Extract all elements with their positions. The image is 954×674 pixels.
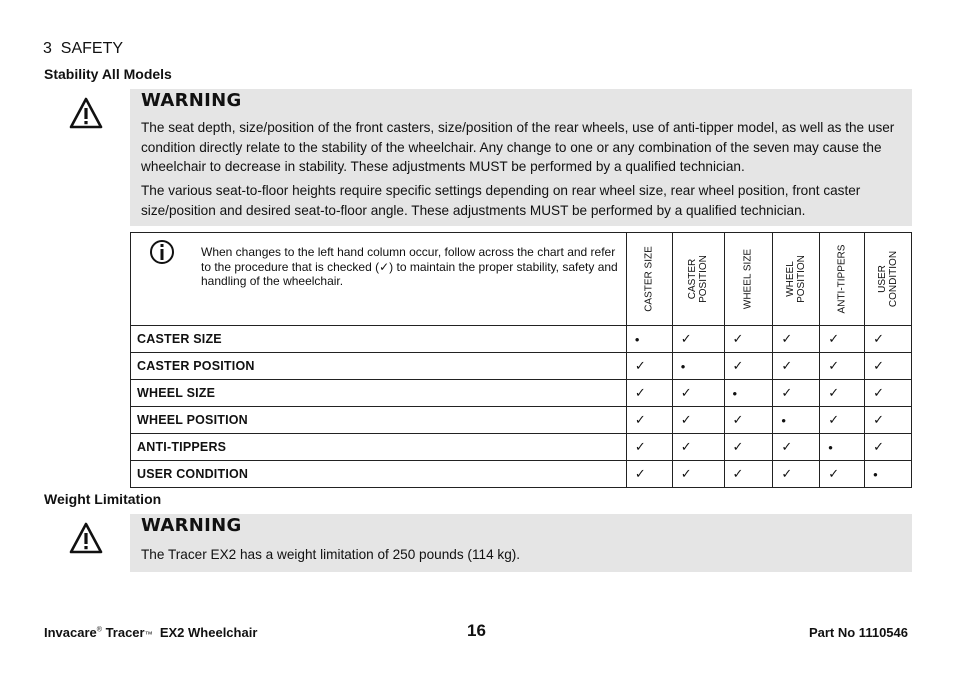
- table-cell: ✓: [865, 434, 912, 461]
- table-cell: ✓: [773, 461, 820, 488]
- table-cell: ✓: [820, 461, 865, 488]
- registered-mark: ®: [96, 626, 102, 634]
- footer-product: [44, 625, 257, 640]
- table-cell: ✓: [865, 353, 912, 380]
- stability-heading: Stability All Models: [44, 66, 172, 82]
- section-title: [43, 40, 123, 58]
- table-cell: ✓: [865, 380, 912, 407]
- column-header: ANTI-TIPPERS: [820, 233, 865, 326]
- column-header: WHEEL POSITION: [773, 233, 820, 326]
- row-label: ANTI-TIPPERS: [131, 434, 627, 461]
- table-cell: ✓: [820, 380, 865, 407]
- table-header-row: [131, 233, 912, 326]
- weight-warning-text: The Tracer EX2 has a weight limitation of 250 pounds (114 kg).: [141, 547, 521, 562]
- table-cell: ✓: [724, 407, 773, 434]
- column-header: CASTER POSITION: [672, 233, 724, 326]
- table-cell: ✓: [724, 461, 773, 488]
- table-cell: •: [626, 326, 672, 353]
- info-cell: [131, 233, 627, 326]
- warning-paragraph-2: The various seat-to-floor heights require specific settings depending on rear wheel size, rear wheel position, front caster size/position and desired seat-to-floor angle. These adjustments MUST be performed by a qualified technician.: [141, 183, 861, 218]
- table-cell: ✓: [724, 434, 773, 461]
- footer-brand: Invacare: [44, 625, 97, 640]
- weight-heading: Weight Limitation: [44, 491, 162, 507]
- info-text: When changes to the left hand column occur, follow across the chart and refer to the procedure that is checked (✓) to maintain the proper stability, safety and handling of the wheelchair.: [201, 245, 618, 288]
- table-cell: ✓: [865, 326, 912, 353]
- table-cell: ✓: [672, 380, 724, 407]
- page-number: 16: [467, 621, 486, 640]
- table-cell: ✓: [773, 353, 820, 380]
- table-cell: ✓: [773, 434, 820, 461]
- table-cell: ✓: [724, 353, 773, 380]
- info-circle-icon: [149, 239, 175, 265]
- table-cell: ✓: [626, 407, 672, 434]
- footer-product-name: Tracer: [105, 625, 145, 640]
- table-cell: ✓: [820, 326, 865, 353]
- column-header: WHEEL SIZE: [724, 233, 773, 326]
- weight-warning-box: [130, 514, 912, 572]
- warning-paragraph-1: The seat depth, size/position of the front casters, size/position of the rear wheels, use of anti-tipper model, as well as the user condition directly relate to the stability of the wheelchair. Any change to one or any combination of the seven may cause the wheelchair to decrease in stability. These adjustments MUST be performed by a qualified technician.: [141, 120, 895, 174]
- table-cell: •: [773, 407, 820, 434]
- row-label: WHEEL SIZE: [131, 380, 627, 407]
- section-name: SAFETY: [60, 40, 124, 57]
- table-cell: •: [724, 380, 773, 407]
- table-cell: ✓: [773, 326, 820, 353]
- table-row: [131, 326, 912, 353]
- table-cell: •: [865, 461, 912, 488]
- table-cell: ✓: [672, 434, 724, 461]
- table-row: [131, 380, 912, 407]
- part-number: Part No 1110546: [808, 625, 908, 640]
- table-cell: ✓: [724, 326, 773, 353]
- table-cell: ✓: [672, 326, 724, 353]
- stability-warning-box: [130, 89, 912, 226]
- warning-triangle-icon: [69, 97, 103, 129]
- table-cell: ✓: [672, 461, 724, 488]
- row-label: USER CONDITION: [131, 461, 627, 488]
- row-label: WHEEL POSITION: [131, 407, 627, 434]
- stability-table: [130, 232, 912, 488]
- table-cell: ✓: [626, 434, 672, 461]
- footer-model: EX2 Wheelchair: [159, 625, 258, 640]
- table-row: [131, 407, 912, 434]
- table-cell: ✓: [626, 380, 672, 407]
- table-cell: •: [672, 353, 724, 380]
- column-header: CASTER SIZE: [626, 233, 672, 326]
- table-cell: ✓: [820, 353, 865, 380]
- row-label: CASTER SIZE: [131, 326, 627, 353]
- table-row: [131, 434, 912, 461]
- table-cell: ✓: [820, 407, 865, 434]
- warning-triangle-icon: [69, 522, 103, 554]
- table-cell: ✓: [865, 407, 912, 434]
- row-label: CASTER POSITION: [131, 353, 627, 380]
- warning-title: WARNING: [141, 90, 242, 111]
- table-row: [131, 461, 912, 488]
- table-cell: ✓: [626, 353, 672, 380]
- table-cell: ✓: [773, 380, 820, 407]
- warning-title: WARNING: [141, 515, 242, 536]
- section-number: 3: [43, 40, 52, 57]
- table-cell: ✓: [626, 461, 672, 488]
- column-header: USER CONDITION: [865, 233, 912, 326]
- table-cell: •: [820, 434, 865, 461]
- table-row: [131, 353, 912, 380]
- trademark-mark: ™: [144, 630, 153, 639]
- table-cell: ✓: [672, 407, 724, 434]
